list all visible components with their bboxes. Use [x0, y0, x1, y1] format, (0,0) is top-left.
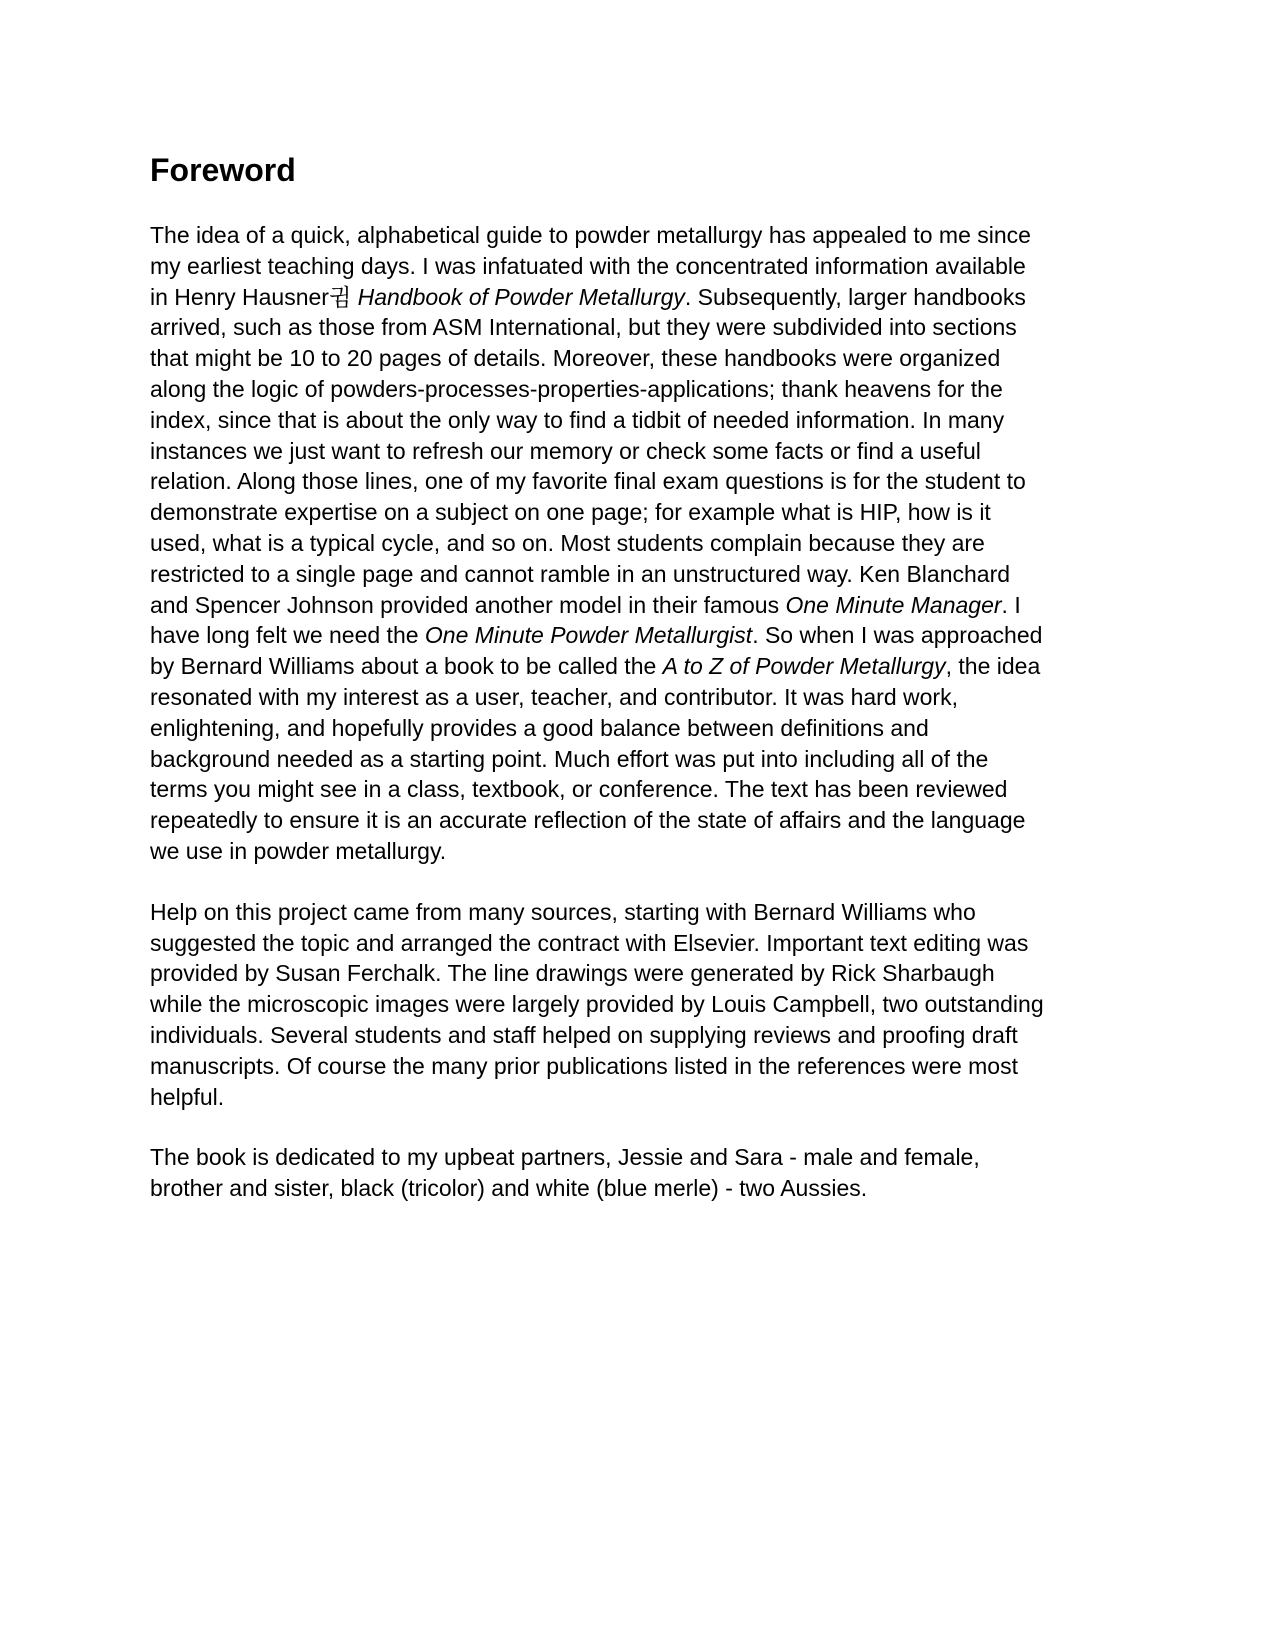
paragraph-foreword-intro [150, 220, 1135, 867]
text-line: that might be 10 to 20 pages of details. Moreover, these handbooks were organized [150, 345, 1001, 372]
book-title-a-to-z: A to Z of Powder Metallurgy [662, 653, 946, 680]
text-line: repeatedly to ensure it is an accurate reflection of the state of affairs and the language [150, 807, 1026, 834]
text-line: used, what is a typical cycle, and so on. Most students complain because they are [150, 529, 985, 556]
text-run: . So when I was approached [752, 622, 1043, 649]
paragraph-acknowledgements [150, 897, 1135, 1113]
text-line: resonated with my interest as a user, teacher, and contributor. It was hard work, [150, 683, 958, 710]
text-line: relation. Along those lines, one of my favorite final exam questions is for the student to [150, 468, 1026, 495]
document-page [150, 150, 1135, 1204]
text-line: suggested the topic and arranged the contract with Elsevier. Important text editing was [150, 929, 1029, 956]
text-line: restricted to a single page and cannot ramble in an unstructured way. Ken Blanchard [150, 560, 1011, 587]
text-line: manuscripts. Of course the many prior publications listed in the references were most [150, 1052, 1018, 1079]
text-line: demonstrate expertise on a subject on one page; for example what is HIP, how is it [150, 499, 991, 526]
text-line [150, 620, 1135, 651]
text-line: individuals. Several students and staff helped on supplying reviews and proofing draft [150, 1021, 1018, 1048]
text-line: my earliest teaching days. I was infatuated with the concentrated information available [150, 252, 1026, 279]
text-line [150, 282, 1135, 313]
text-line: helpful. [150, 1083, 225, 1110]
book-title-one-minute-pm: One Minute Powder Metallurgist [424, 622, 753, 649]
text-line: we use in powder metallurgy. [150, 837, 447, 864]
text-line: The idea of a quick, alphabetical guide to powder metallurgy has appealed to me since [150, 222, 1031, 248]
text-line: along the logic of powders-processes-properties-applications; thank heavens for the [150, 375, 1003, 402]
text-run: have long felt we need the [150, 622, 425, 649]
page-title: Foreword [150, 152, 296, 188]
book-title-handbook: Handbook of Powder Metallurgy [357, 283, 685, 310]
text-line: while the microscopic images were largely provided by Louis Campbell, two outstanding [150, 991, 1044, 1018]
text-line: instances we just want to refresh our memory or check some facts or find a useful [150, 437, 981, 464]
text-run: in Henry Hausner귐 [150, 283, 358, 310]
text-line: background needed as a starting point. Much effort was put into including all of the [150, 745, 989, 772]
text-line: arrived, such as those from ASM International, but they were subdivided into sections [150, 314, 1017, 341]
text-line: index, since that is about the only way to find a tidbit of needed information. In many [150, 406, 1005, 433]
text-run: . Subsequently, larger handbooks [684, 283, 1026, 310]
text-run: by Bernard Williams about a book to be called the [150, 653, 663, 680]
text-run: and Spencer Johnson provided another model in their famous [150, 591, 786, 618]
paragraph-dedication [150, 1142, 1135, 1204]
text-line [150, 590, 1135, 621]
book-title-one-minute-manager: One Minute Manager [785, 591, 1002, 618]
text-line: provided by Susan Ferchalk. The line drawings were generated by Rick Sharbaugh [150, 960, 995, 987]
text-line [150, 651, 1135, 682]
text-line: terms you might see in a class, textbook, or conference. The text has been reviewed [150, 776, 1008, 803]
text-line: Help on this project came from many sources, starting with Bernard Williams who [150, 898, 976, 925]
text-run: . I [1001, 591, 1021, 618]
text-line: enlightening, and hopefully provides a good balance between definitions and [150, 714, 929, 741]
text-line: The book is dedicated to my upbeat partners, Jessie and Sara - male and female, [150, 1144, 980, 1171]
text-run: , the idea [945, 653, 1041, 680]
text-line: brother and sister, black (tricolor) and white (blue merle) - two Aussies. [150, 1175, 868, 1202]
